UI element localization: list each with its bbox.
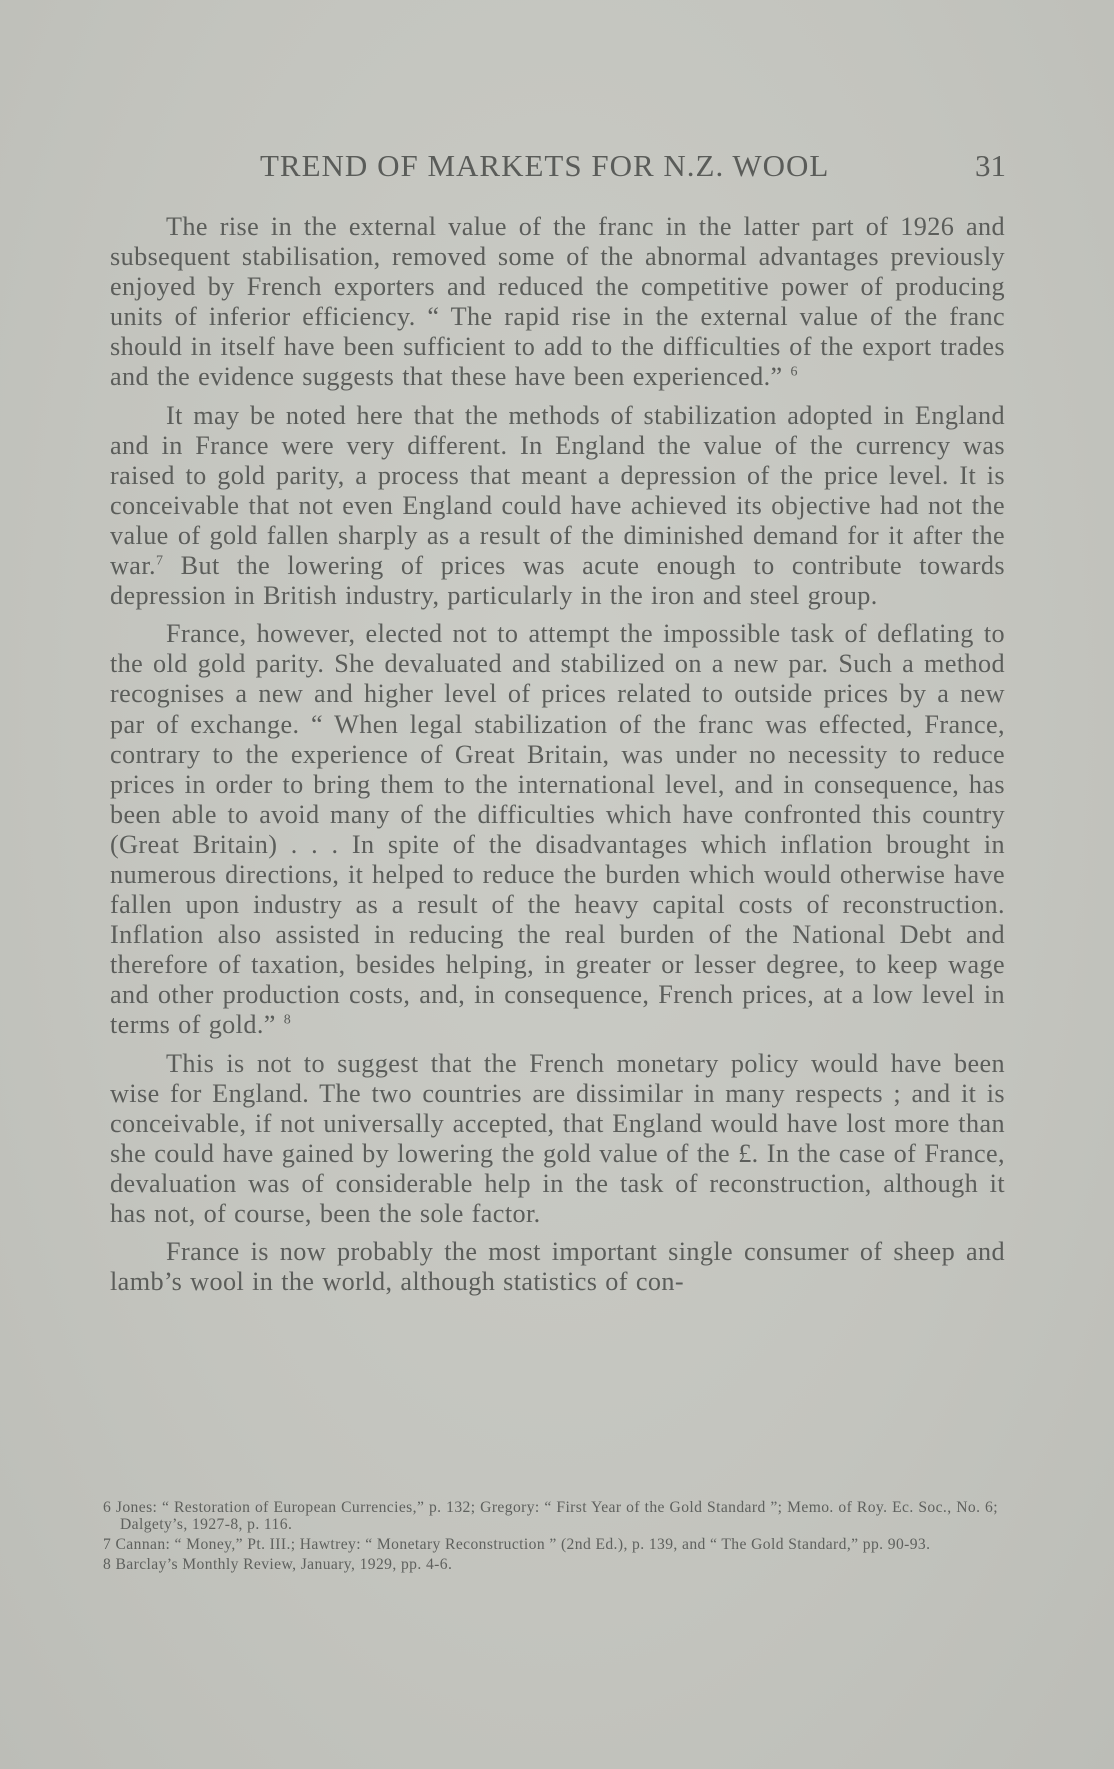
paragraph — [110, 1049, 1005, 1230]
footnote: 7 Cannan: “ Money,” Pt. III.; Hawtrey: “ Monetary Reconstruction ” (2nd Ed.), p. 139, and “ The Gold Standard,” pp. 90-93. — [103, 1536, 931, 1553]
paragraph — [110, 401, 1005, 612]
running-title: TREND OF MARKETS FOR N.Z. WOOL — [260, 148, 830, 183]
running-head — [110, 148, 1006, 188]
footnotes — [103, 1499, 998, 1576]
body-text — [110, 212, 1005, 1305]
footnote: 6 Jones: “ Restoration of European Currencies,” p. 132; Gregory: “ First Year of the Gold Standard ”; Memo. of Roy. Ec. Soc., No. 6; Dalgety’s, 1927-8, p. 116. — [103, 1499, 998, 1533]
paragraph-text: But the lowering of prices was acute enough to contribute towards depression in British industry, particularly in the iron and steel group. — [110, 551, 1005, 611]
paragraph — [110, 212, 1005, 393]
paragraph-text: The rise in the external value of the franc in the latter part of 1926 and subsequent stabilisation, removed some of the abnormal advantages previously enjoyed by French exporters and reduced the competitive power of producing units of inferior efficiency. “ The rapid rise in the external value of the franc should in itself have been sufficient to add to the difficulties of the export trades and the evidence suggests that these have been experienced.” — [110, 212, 1005, 392]
page-number: 31 — [975, 148, 1006, 183]
footnote-marker: 8 — [283, 1012, 292, 1028]
footnote-marker: 7 — [155, 553, 164, 569]
paragraph-text: France is now probably the most important single consumer of sheep and lamb’s wool in the world, although statistics of con- — [110, 1237, 1005, 1297]
paragraph-text: France, however, elected not to attempt the impossible task of deflating to the old gold parity. She devaluated and stabilized on a new par. Such a method recognises a new and higher level of prices related to outside prices by a new par of exchange. “ When legal stabilization of the franc was effected, France, contrary to the experience of Great Britain, was under no necessity to reduce prices in order to bring them to the international level, and in consequence, has been able to avoid many of the difficulties which have confronted this country (Great Britain) . . . In spite of the disadvantages which inflation brought in numerous directions, it helped to reduce the burden which would otherwise have fallen upon industry as a result of the heavy capital costs of reconstruction. Inflation also assisted in reducing the real burden of the National Debt and therefore of taxation, besides helping, in greater or lesser degree, to keep wage and other production costs, and, in consequence, French prices, at a low level in terms of gold.” — [110, 619, 1005, 1040]
paragraph — [110, 1237, 1005, 1297]
footnote: 8 Barclay’s Monthly Review, January, 1929, pp. 4-6. — [103, 1556, 453, 1573]
footnote-marker: 6 — [790, 364, 798, 380]
paragraph-text: It may be noted here that the methods of stabilization adopted in England and in France were very different. In England the value of the currency was raised to gold parity, a process that meant a depression of the price level. It is conceivable that not even England could have achieved its objective had not the value of gold fallen sharply as a result of the diminished demand for it after the war. — [110, 400, 1005, 581]
paragraph-text: This is not to suggest that the French monetary policy would have been wise for England. The two countries are dissimilar in many respects ; and it is conceivable, if not universally accepted, that England would have lost more than she could have gained by lowering the gold value of the £. In the case of France, devaluation was of considerable help in the task of reconstruction, although it has not, of course, been the sole factor. — [110, 1048, 1005, 1228]
paragraph — [110, 619, 1005, 1040]
